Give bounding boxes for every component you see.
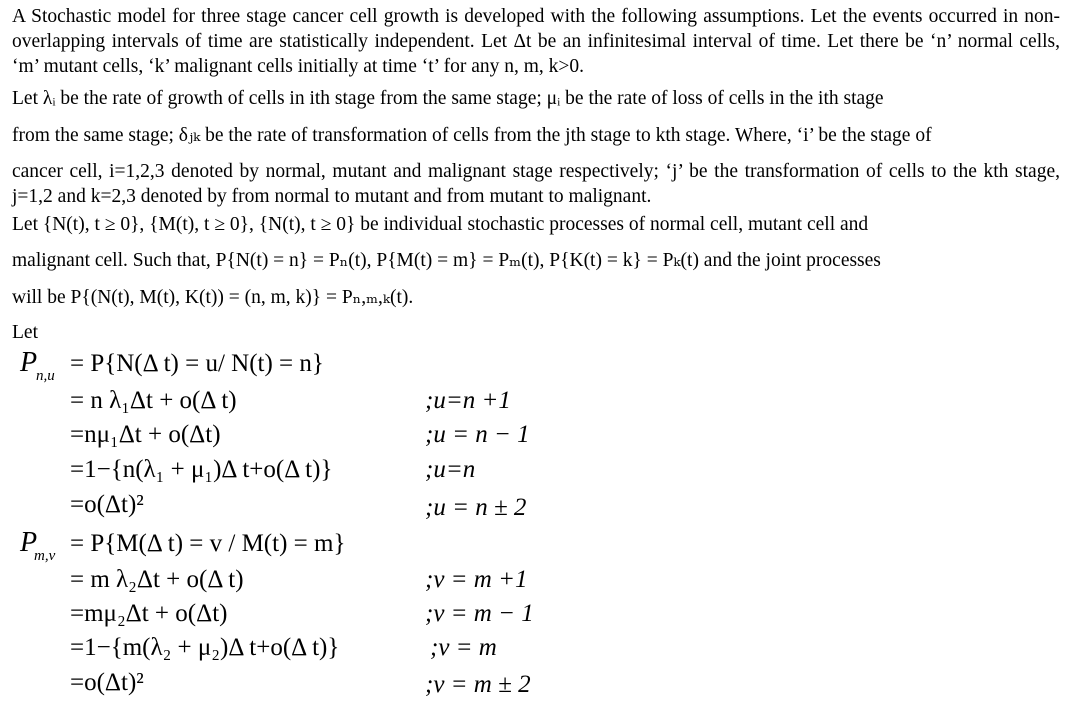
equation-row: =nμ₁Δt + o(Δt) [70, 421, 221, 448]
equation-row: =mμ₂Δt + o(Δt) [70, 600, 228, 627]
equation-row: = m λ₂Δt + o(Δ t) [70, 566, 244, 593]
intro-line-joint: will be P{(N(t), M(t), K(t)) = (n, m, k)} = Pₙ,ₘ,ₖ(t). [12, 287, 414, 308]
equation-definition: = P{N(Δ t) = u/ N(t) = n} [70, 350, 324, 377]
prob-subscript: m,v [34, 548, 56, 564]
prob-symbol: P [20, 527, 38, 558]
equation-condition: ;v = m − 1 [425, 600, 534, 627]
equation-condition: ;v = m [430, 634, 497, 661]
intro-line-rates: Let λᵢ be the rate of growth of cells in ith stage from the same stage; μᵢ be the rate of loss of cells in the ith stage [12, 88, 884, 109]
equation-row: =o(Δt)² [70, 491, 144, 518]
equation-condition: ;v = m +1 [425, 566, 528, 593]
equation-condition: ;u=n +1 [425, 387, 511, 414]
equation-row: = n λ₁Δt + o(Δ t) [70, 387, 237, 414]
equation-condition: ;u=n [425, 456, 476, 483]
intro-paragraph-1: A Stochastic model for three stage cancer cell growth is developed with the following assumptions. Let the events occurred in non-overlapping intervals of time are statistically independent. Let Δt be an infinitesimal interval of time. Let there be ‘n’ normal cells, ‘m’ mutant cells, ‘k’ malignant cells initially at time ‘t’ for any n, m, k>0. [12, 6, 1060, 77]
equation-row: =1−{m(λ₂ + μ₂)Δ t+o(Δ t)} [70, 634, 340, 661]
equation-condition: ;u = n ± 2 [425, 494, 527, 521]
prob-symbol: P [20, 347, 38, 378]
prob-subscript: n,u [36, 368, 55, 384]
intro-paragraph-2: cancer cell, i=1,2,3 denoted by normal, mutant and malignant stage respectively; ‘j’ be the transformation of cells to the kth stage, j=1,2 and k=2,3 denoted by from normal to mutant and from mutant to malignant. [12, 161, 1060, 207]
let-label: Let [12, 322, 38, 343]
intro-line-processes: Let {N(t), t ≥ 0}, {M(t), t ≥ 0}, {N(t), t ≥ 0} be individual stochastic processes of normal cell, mutant cell and [12, 214, 869, 235]
equation-definition: = P{M(Δ t) = v / M(t) = m} [70, 530, 346, 557]
intro-line-transformation: from the same stage; δⱼₖ be the rate of transformation of cells from the jth stage to kth stage. Where, ‘i’ be the stage of [12, 125, 932, 146]
equation-condition: ;u = n − 1 [425, 421, 530, 448]
equation-row: =1−{n(λ₁ + μ₁)Δ t+o(Δ t)} [70, 456, 333, 483]
equation-condition: ;v = m ± 2 [425, 671, 531, 698]
equation-row: =o(Δt)² [70, 669, 144, 696]
intro-line-probabilities: malignant cell. Such that, P{N(t) = n} = Pₙ(t), P{M(t) = m} = Pₘ(t), P{K(t) = k} = Pₖ(t) and the joint processes [12, 250, 881, 271]
